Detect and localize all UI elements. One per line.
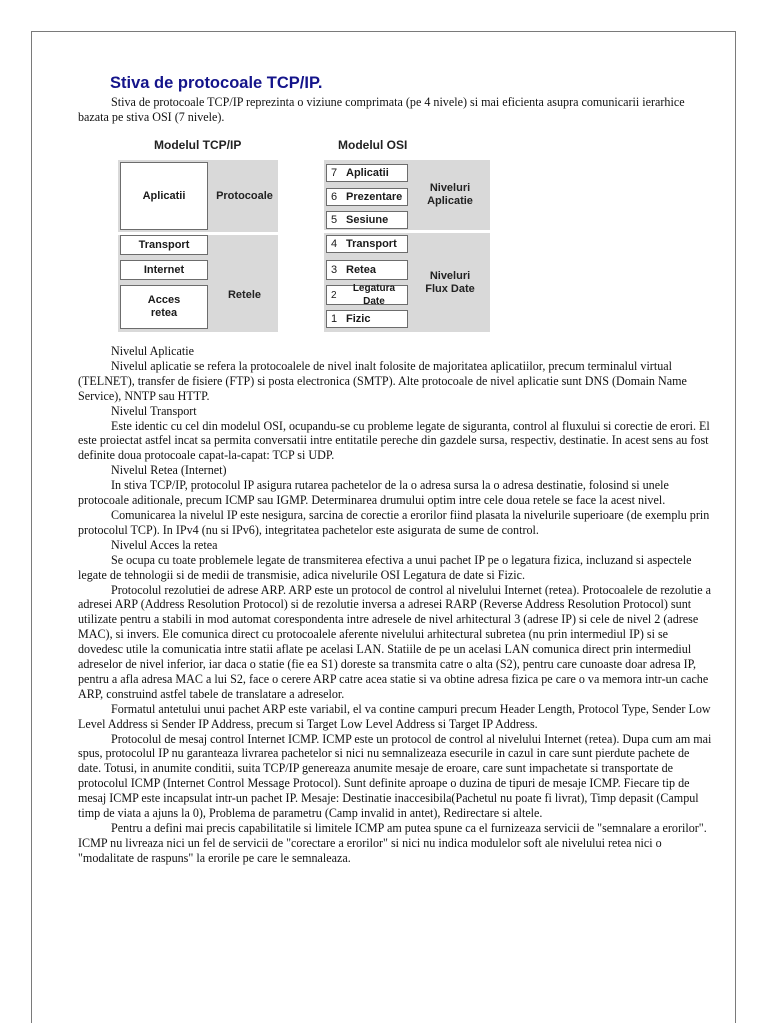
heading-nivelul-transport: Nivelul Transport [111, 403, 197, 418]
paragraph-retea-comunicare: Comunicarea la nivelul IP este nesigura, sarcina de corectie a erorilor fiind plasata la nivelurile superioare (de exemplu prin protocolul TCP). In IPv4 (nu si IPv6), integritatea pachetelor este asigurata de sume de control. [78, 507, 710, 537]
paragraph-arp-format: Formatul antetului unui pachet ARP este variabil, el va contine campuri precum Header Length, Protocol Type, Sender Low Level Address si Sender IP Address, precum si Target Low Level Address si Target IP Address. [78, 701, 711, 731]
body-text [78, 344, 714, 866]
osi-layer-1: 1 Fizic [326, 310, 408, 328]
intro-paragraph [78, 95, 714, 125]
paragraph-icmp: Protocolul de mesaj control Internet ICMP. ICMP este un protocol de control al nivelului Internet (retea). Dupa cum am mai spus, protocolul IP nu garanteaza livrarea pachetelor si nici nu semnalizeaza esecurile in cazul in care sunt pierdute pachete de date. Totusi, in anumite conditii, suita TCP/IP genereaza anumite mesaje de eroare, care sunt impachetate si transportate de protocolul ICMP (Internet Control Message Protocol). Sunt definite aproape o duzina de tipuri de mesaje ICMP. Fiecare tip de mesaj ICMP este incapsulat intr-un pachet IP. Mesaje: Destinatie inaccesibila(Pachetul nu poate fi livrat), Timp depasit (Campul timp de viata a ajuns la 0), Problema de parametru (Camp invalid in antet), Redirectare si altele. [78, 731, 712, 821]
intro-text: Stiva de protocoale TCP/IP reprezinta o viziune comprimata (pe 4 nivele) si mai eficienta asupra comunicarii ierarhice bazata pe stiva OSI (7 nivele). [78, 95, 685, 124]
heading-nivelul-retea: Nivelul Retea (Internet) [111, 463, 227, 478]
osi-group-flux-line1: Niveluri [429, 269, 471, 282]
paragraph-transport: Este identic cu cel din modelul OSI, ocupandu-se cu probleme legate de siguranta, control al fluxului si corectie de erori. El este proiectat astfel incat sa permita conversatii intre entitatile pereche din gazdele sursa, respectiv, destinatie. In acest sens au fost definite doua protocoale capat-la-capat: TCP si UDP. [78, 418, 710, 463]
osi-model-header: Modelul OSI [338, 138, 408, 152]
paragraph-icmp-limite: Pentru a defini mai precis capabilitatile si limitele ICMP am putea spune ca el furnizeaza servicii de "semnalare a erorilor". ICMP nu livreaza nici un fel de servicii de "corectare a erorilor" si nici nu indica modulelor soft ale nivelului retea nici o "modalitate de raspuns" la erorile pe care le semnaleaza. [78, 821, 707, 865]
tcpip-layer-internet: Internet [120, 260, 208, 280]
osi-layer-3: 3 Retea [326, 260, 408, 280]
tcpip-model-header: Modelul TCP/IP [154, 138, 242, 152]
page-title: Stiva de protocoale TCP/IP. [110, 74, 323, 92]
acces-line2: retea [150, 307, 178, 319]
osi-layer-2: 2 Legatura Date [326, 285, 408, 305]
heading-nivelul-aplicatie: Nivelul Aplicatie [111, 344, 194, 358]
paragraph-arp: Protocolul rezolutiei de adrese ARP. ARP este un protocol de control al nivelului Internet (retea). Protocoalele de rezolutie a adresei ARP (Address Resolution Protocol) si de rezolutie inversa a adresei RARP (Reverse Address Resolution Protocol) sunt utilizate pentru a stabili in mod automat corespondenta intre adresele de nivel arhitectural 3 (adrese IP) si cele de nivel 2 (adrese MAC), si invers. Ele comunica direct cu protocoalele aferente nivelului arhitectural subretea (nu prin intermediul IP) si se dovedesc utile la comunicatia intre statii aflate pe acelasi LAN. Statiile de pe un acelasi LAN comunica direct prin intermediul adreselor de nivel inferior, iar daca o statie (fie ea S1) doreste sa transmita catre o alta (S2), pentru care cunoaste doar adresa IP, pentru a afla adresa MAC a lui S2, face o cerere ARP catre acea statie si va obtine adresa fizica pe care o va memora intr-un cache ARP, construind astfel tabele de translatare a adreselor. [78, 582, 712, 701]
paragraph-acces: Se ocupa cu toate problemele legate de transmiterea efectiva a unui pachet IP pe o legatura fizica, incluzand si aspectele legate de tehnologii si de medii de transmisie, adica nivelurile OSI Legatura de date si Fizic. [78, 552, 692, 582]
heading-nivelul-acces: Nivelul Acces la retea [111, 537, 218, 552]
osi-group-aplicatie-line1: Niveluri [429, 182, 471, 194]
tcpip-layer-acces-retea [120, 285, 208, 329]
osi-layer-6: 6 Prezentare [326, 188, 408, 206]
acces-line1: Acces [147, 294, 181, 306]
osi-group-aplicatie-line2: Aplicatie [427, 195, 473, 207]
osi-layer-4: 4 Transport [326, 235, 408, 253]
osi-layer-7: 7 Aplicatii [326, 164, 408, 182]
osi-group-flux-line2: Flux Date [425, 282, 475, 295]
tcpip-layer-transport: Transport [120, 235, 208, 255]
tcpip-group-retele: Retele [211, 258, 278, 332]
tcpip-osi-diagram [118, 138, 490, 334]
tcpip-group-protocoale: Protocoale [211, 160, 278, 232]
paragraph-aplicatie: Nivelul aplicatie se refera la protocoalele de nivel inalt folosite de majoritatea aplicatiilor, precum terminalul virtual (TELNET), transfer de fisiere (FTP) si posta electronica (SMTP). Alte protocoale de nivel aplicatie sunt DNS (Domain Name Service), NNTP sau HTTP. [78, 358, 687, 403]
paragraph-retea-rutare: In stiva TCP/IP, protocolul IP asigura rutarea pachetelor de la o adresa sursa la o adresa destinatie, folosind si unele protocoale aditionale, precum ICMP sau IGMP. Determinarea drumului optim intre cele doua retele se face la acest nivel. [78, 478, 669, 508]
tcpip-layer-aplicatii: Aplicatii [120, 162, 208, 230]
osi-layer-5: 5 Sesiune [326, 211, 408, 229]
